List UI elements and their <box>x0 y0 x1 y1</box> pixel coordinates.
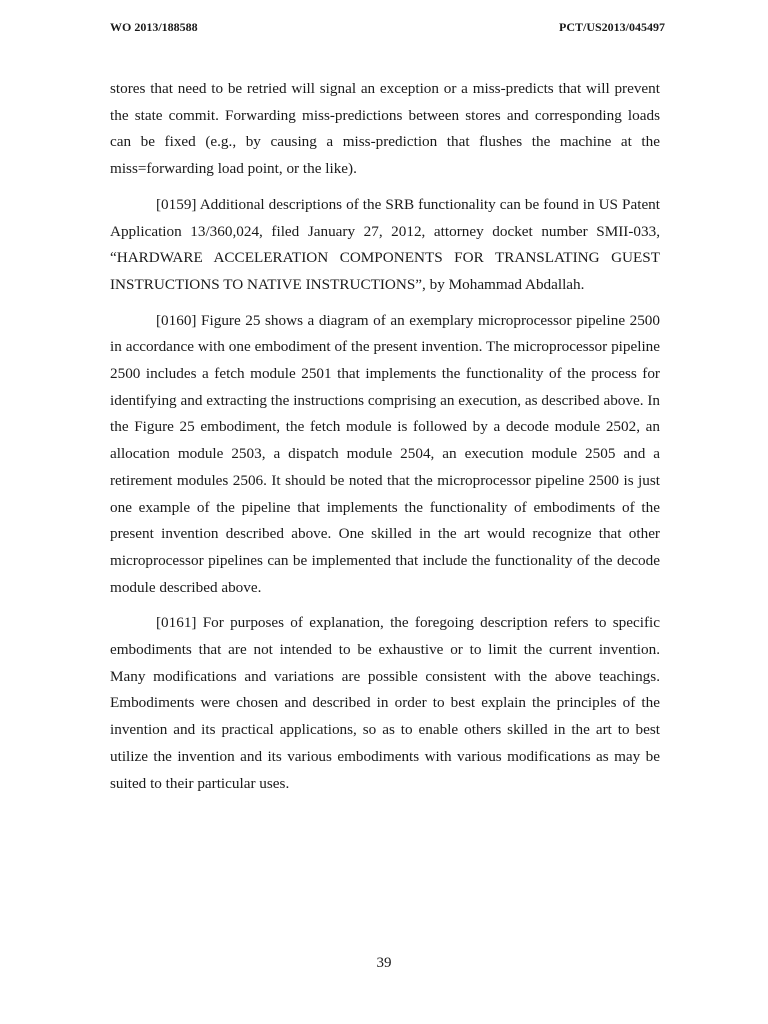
paragraph-0159: [0159] Additional descriptions of the SRB functionality can be found in US Patent Application 13/360,024, filed January 27, 2012, attorney docket number SMII-033, “HARDWARE ACCELERATION COMPONENTS FOR TRANSLATING GUEST INSTRUCTIONS TO NATIVE INSTRUCTIONS”, by Mohammad Abdallah. <box>110 195 660 293</box>
application-number: PCT/US2013/045497 <box>558 20 665 34</box>
paragraph-0161: [0161] For purposes of explanation, the foregoing description refers to specific embodiments that are not intended to be exhaustive or to limit the current invention. Many modifications and variations are possible consistent with the above teachings. Embodiments were chosen and described in order to best explain the principles of the invention and its practical applications, so as to enable others skilled in the art to best utilize the invention and its various embodiments with various modifications as may be suited to their particular uses. <box>110 614 660 792</box>
page-number: 39 <box>376 955 392 971</box>
paragraph-0160: [0160] Figure 25 shows a diagram of an exemplary microprocessor pipeline 2500 in accordance with one embodiment of the present invention. The microprocessor pipeline 2500 includes a fetch module 2501 that implements the functionality of the process for identifying and extracting the instructions comprising an execution, as described above. In the Figure 25 embodiment, the fetch module is followed by a decode module 2502, an allocation module 2503, a dispatch module 2504, an execution module 2505 and a retirement modules 2506. It should be noted that the microprocessor pipeline 2500 is just one example of the pipeline that implements the functionality of embodiments of the present invention described above. One skilled in the art would recognize that other microprocessor pipelines can be implemented that include the functionality of the decode module described above. <box>110 311 660 596</box>
page-header <box>110 20 665 40</box>
paragraph-continuation: stores that need to be retried will signal an exception or a miss-predicts that will prevent the state commit. Forwarding miss-predictions between stores and corresponding loads can be fixed (e.g., by causing a miss-prediction that flushes the machine at the miss=forwarding load point, or the like). <box>110 80 660 178</box>
document-body <box>110 76 660 797</box>
publication-number: WO 2013/188588 <box>110 20 198 34</box>
